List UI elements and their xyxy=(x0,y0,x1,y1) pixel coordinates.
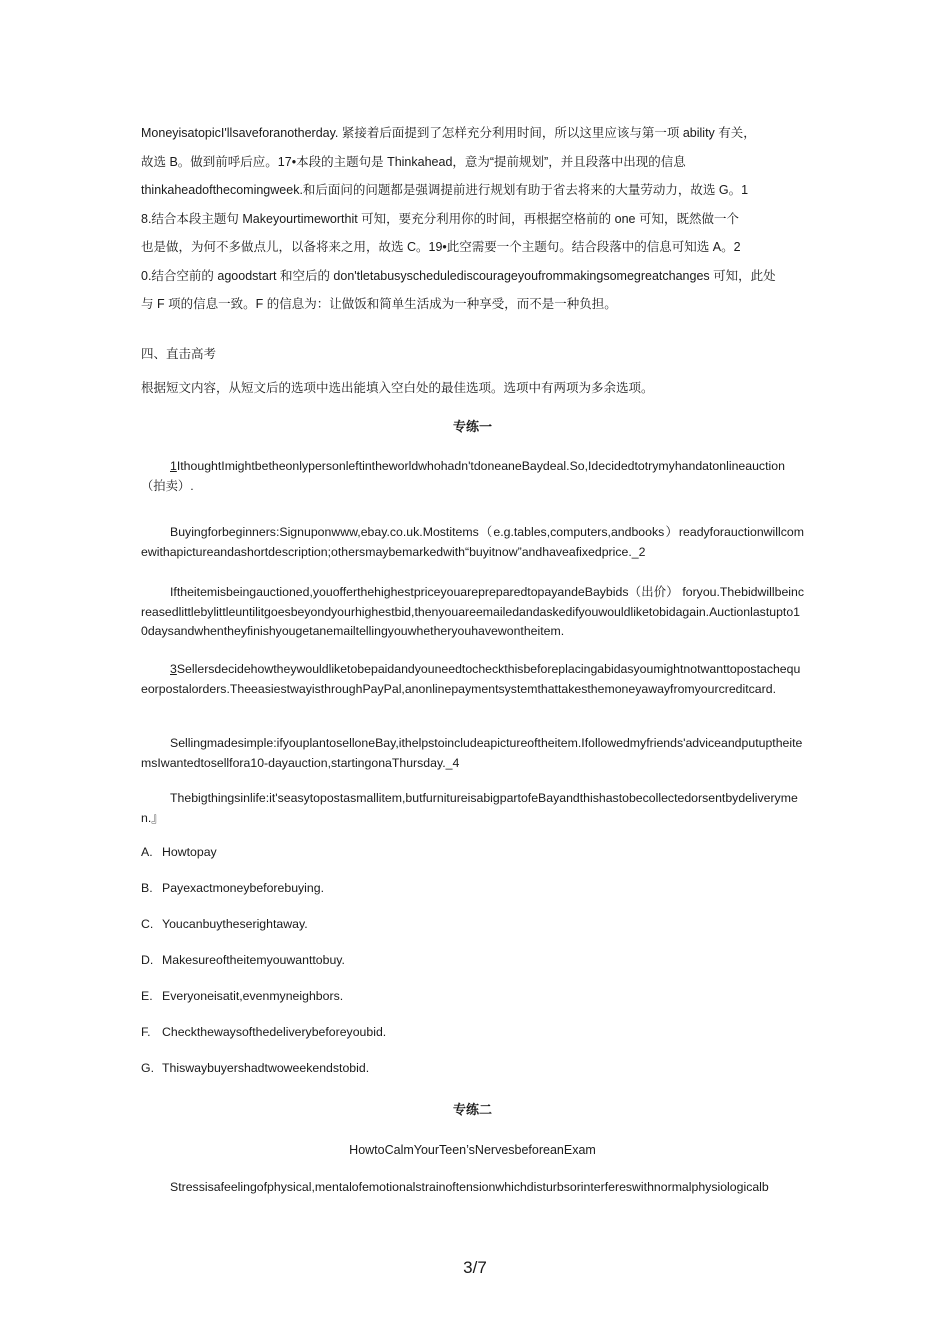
section-heading: 四、直击高考 xyxy=(141,347,217,361)
explanation-line: 8.结合本段主题句 Makeyourtimeworthit 可知，要充分利用你的时间，再根据空格前的 one 可知，既然做一个 xyxy=(141,211,739,226)
option-b: B. Payexactmoneybeforebuying. xyxy=(141,881,325,895)
answer-explanation xyxy=(141,119,804,319)
explanation-line: 也是做，为何不多做点儿，以备将来之用，故选 C。19•此空需要一个主题句。结合段落中的信息可知选 A。2 xyxy=(141,240,741,254)
passage-paragraph: Buyingforbeginners:Signuponwww,ebay.co.uk.Mostitems（e.g.tables,computers,andbooks）readyforauctionwillcomewithapictureandashortdescription;othersmaybemarkedwith“buyitnow”andhaveafixedprice._2 xyxy=(141,525,804,559)
paragraph-text: Sellersdecidehowtheywouldliketobepaidandyouneedtocheckthisbeforeplacingabidasyoumightnotwanttopostachequeorpostalorders.TheeasiestwayisthroughPayPal,anonlinepaymentsystemthattakesthemoneyawayfromyourcreditcard. xyxy=(141,662,801,696)
passage-paragraph xyxy=(141,660,804,699)
option-c: C. Youcanbuytheserightaway. xyxy=(141,917,308,931)
passage-paragraph: Thebigthingsinlife:it'seasytopostasmallitem,butfurnitureisabigpartofeBayandthishastobecollectedorsentbydeliverymen.』 xyxy=(141,791,798,825)
explanation-line: 故选 B。做到前呼后应。17•本段的主题句是 Thinkahead，意为“提前规划”，并且段落中出现的信息 xyxy=(141,154,686,169)
option-d: D. Makesureoftheitemyouwanttobuy. xyxy=(141,953,345,967)
blank-number: 1 xyxy=(170,459,177,473)
passage-title: HowtoCalmYourTeen’sNervesbeforeanExam xyxy=(349,1143,596,1157)
paragraph-text: IthoughtImightbetheonlypersonleftintheworldwhohadn'tdoneaneBaydeal.So,Idecidedtotrymyhandatonlineauction（拍卖）. xyxy=(141,459,785,493)
explanation-line: 与 F 项的信息一致。F 的信息为：让做饭和简单生活成为一种享受，而不是一种负担。 xyxy=(141,297,617,311)
blank-number: 3 xyxy=(170,662,177,676)
option-e: E. Everyoneisatit,evenmyneighbors. xyxy=(141,989,344,1003)
page-number: 3/7 xyxy=(463,1258,487,1277)
explanation-line: MoneyisatopicI'llsaveforanotherday. 紧接着后面提到了怎样充分利用时间，所以这里应该与第一项 ability 有关， xyxy=(141,126,756,140)
instruction: 根据短文内容，从短文后的选项中选出能填入空白处的最佳选项。选项中有两项为多余选项。 xyxy=(141,381,654,395)
explanation-line: 0.结合空前的 agoodstart 和空后的 don'tletabusyschedulediscourageyoufrommakingsomegreatchanges 可知，此处 xyxy=(141,268,776,283)
explanation-line: thinkaheadofthecomingweek.和后面问的问题都是强调提前进行规划有助于省去将来的大量劳动力，故选 G。1 xyxy=(141,183,749,197)
passage-paragraph: Iftheitemisbeingauctioned,youofferthehighestpriceyouarepreparedtopayandeBaybids（出价） foryou.Thebidwillbeincreasedlittlebylittleuntilitgoesbeyondyourhighestbid,thenyouareemailedandaskedifyouwouldliketobidagain.Auctionlastupto10daysandwhentheyfinishyougetanemailtellingyouwhetheryouhavewontheitem. xyxy=(141,585,804,638)
passage-paragraph: Sellingmadesimple:ifyouplantosellonеBay,ithelpstoincludeapictureoftheitem.Ifollowedmyfriends'adviceandputuptheitemsIwantedtosellfora10-dayauction,startingonaThursday._4 xyxy=(141,736,803,770)
practice-1-title: 专练一 xyxy=(452,419,492,434)
practice-2-title: 专练二 xyxy=(452,1102,492,1117)
option-g: G. Thiswaybuyershadtwoweekendstobid. xyxy=(141,1061,370,1075)
option-f: F. Checkthewaysofthedeliverybeforeyoubid. xyxy=(141,1025,387,1039)
option-a: A. Howtopay xyxy=(141,845,217,859)
passage-paragraph xyxy=(141,457,804,496)
passage-paragraph: Stressisafeelingofphysical,mentalofemotionalstrainoftensionwhichdisturbsorinterfereswithnormalphysiologicalb xyxy=(170,1180,769,1194)
